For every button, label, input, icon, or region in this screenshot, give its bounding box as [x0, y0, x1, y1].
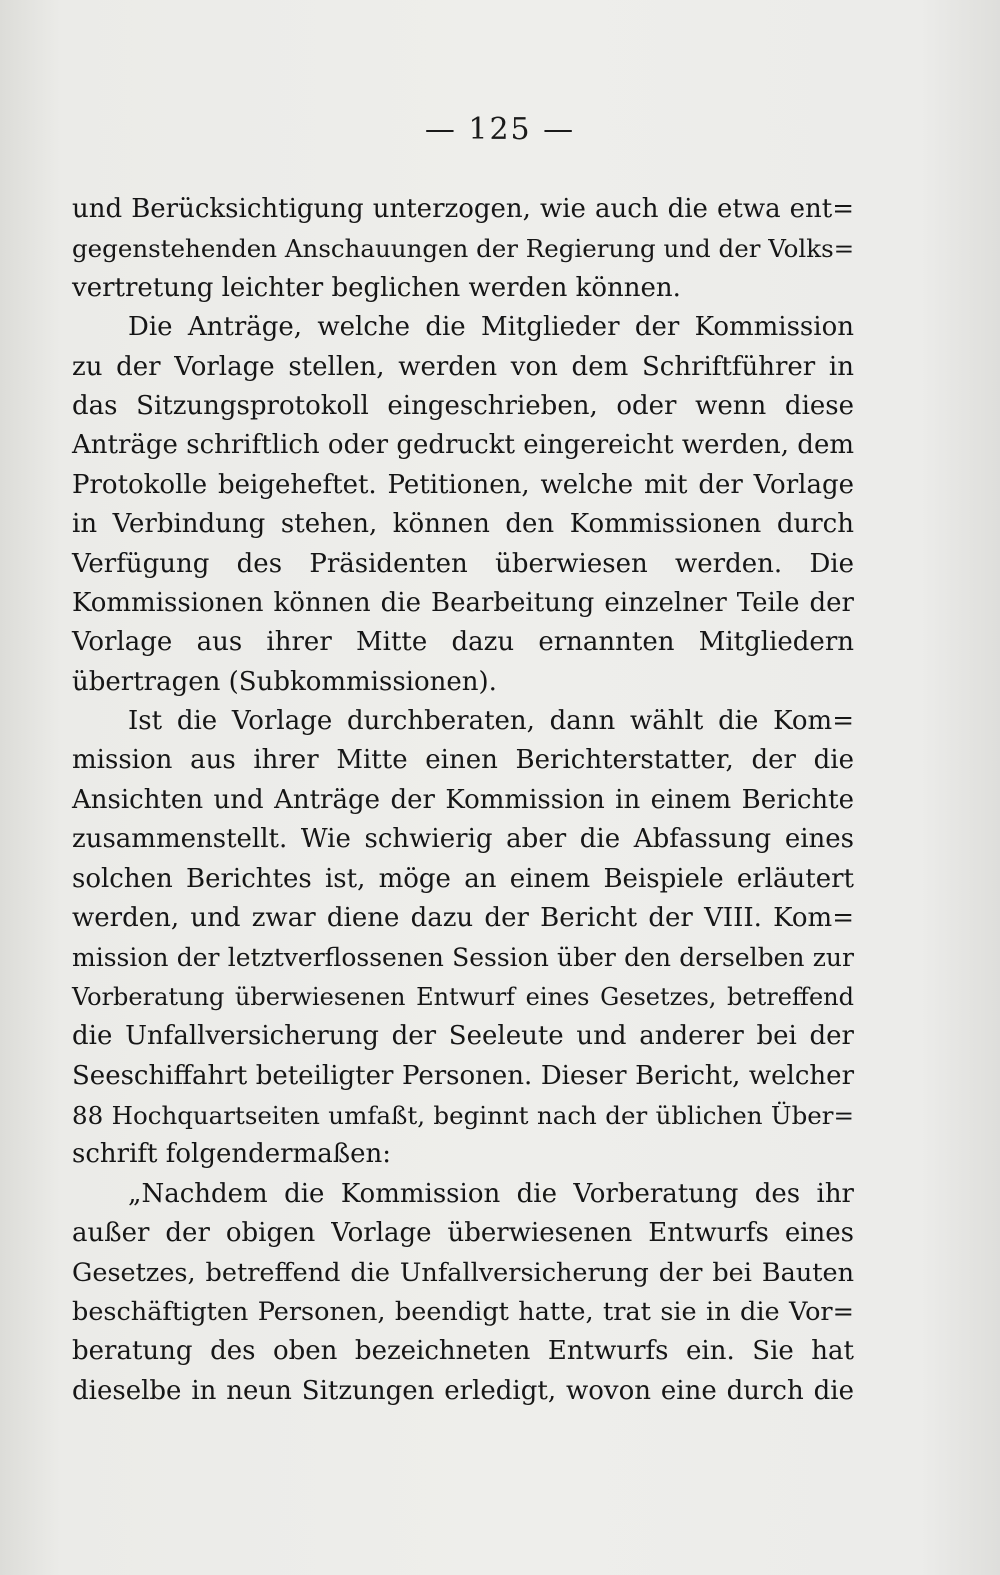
text-line: das Sitzungsprotokoll eingeschrieben, oder wenn diese: [72, 390, 854, 421]
text-line: zusammenstellt. Wie schwierig aber die Abfassung eines: [72, 824, 854, 855]
text-line: Verfügung des Präsidenten überwiesen werden. Die: [72, 548, 854, 579]
text-line: 88 Hochquartseiten umfaßt, beginnt nach der üblichen Über=: [72, 1100, 854, 1130]
text-line: Anträge schriftlich oder gedruckt eingereicht werden, dem: [72, 430, 854, 461]
text-line: und Berücksichtigung unterzogen, wie auch die etwa ent=: [72, 194, 854, 224]
text-line: mission aus ihrer Mitte einen Berichterstatter, der die: [72, 745, 854, 776]
text-line: zu der Vorlage stellen, werden von dem Schriftführer in: [72, 351, 854, 382]
text-line: außer der obigen Vorlage überwiesenen Entwurfs eines: [72, 1218, 854, 1249]
text-line: Protokolle beigeheftet. Petitionen, welche mit der Vorlage: [72, 469, 854, 500]
text-line: Ansichten und Anträge der Kommission in einem Berichte: [72, 784, 854, 815]
text-line: Vorlage aus ihrer Mitte dazu ernannten Mitgliedern: [72, 627, 854, 658]
text-line: werden, und zwar diene dazu der Bericht der VIII. Kom=: [72, 903, 854, 934]
text-line: dieselbe in neun Sitzungen erledigt, wovon eine durch die: [72, 1375, 854, 1406]
text-line: Kommissionen können die Bearbeitung einzelner Teile der: [72, 587, 854, 618]
text-line: die Unfallversicherung der Seeleute und anderer bei der: [72, 1021, 854, 1052]
body-text: [72, 190, 854, 1411]
text-line: Vorberatung überwiesenen Entwurf eines Gesetzes, betreffend: [72, 982, 854, 1011]
text-line: Gesetzes, betreffend die Unfallversicherung der bei Bauten: [72, 1257, 854, 1288]
text-line: gegenstehenden Anschauungen der Regierung und der Volks=: [72, 234, 855, 264]
text-line: Die Anträge, welche die Mitglieder der Kommission: [128, 312, 854, 343]
text-line: mission der letztverflossenen Session über den derselben zur: [72, 943, 854, 973]
text-line: „Nachdem die Kommission die Vorberatung des ihr: [128, 1178, 854, 1209]
page-number: — 125 —: [424, 112, 576, 147]
text-line: vertretung leichter beglichen werden können.: [72, 272, 681, 303]
text-line: Seeschiffahrt beteiligter Personen. Dieser Bericht, welcher: [72, 1060, 854, 1091]
text-line: übertragen (Subkommissionen).: [72, 666, 497, 697]
text-line: solchen Berichtes ist, möge an einem Beispiele erläutert: [72, 863, 854, 894]
text-line: schrift folgendermaßen:: [72, 1139, 391, 1170]
text-line: beratung des oben bezeichneten Entwurfs ein. Sie hat: [72, 1336, 854, 1367]
text-line: in Verbindung stehen, können den Kommissionen durch: [72, 509, 854, 540]
text-line: beschäftigten Personen, beendigt hatte, trat sie in die Vor=: [72, 1296, 854, 1327]
text-line: Ist die Vorlage durchberaten, dann wählt die Kom=: [128, 706, 854, 737]
